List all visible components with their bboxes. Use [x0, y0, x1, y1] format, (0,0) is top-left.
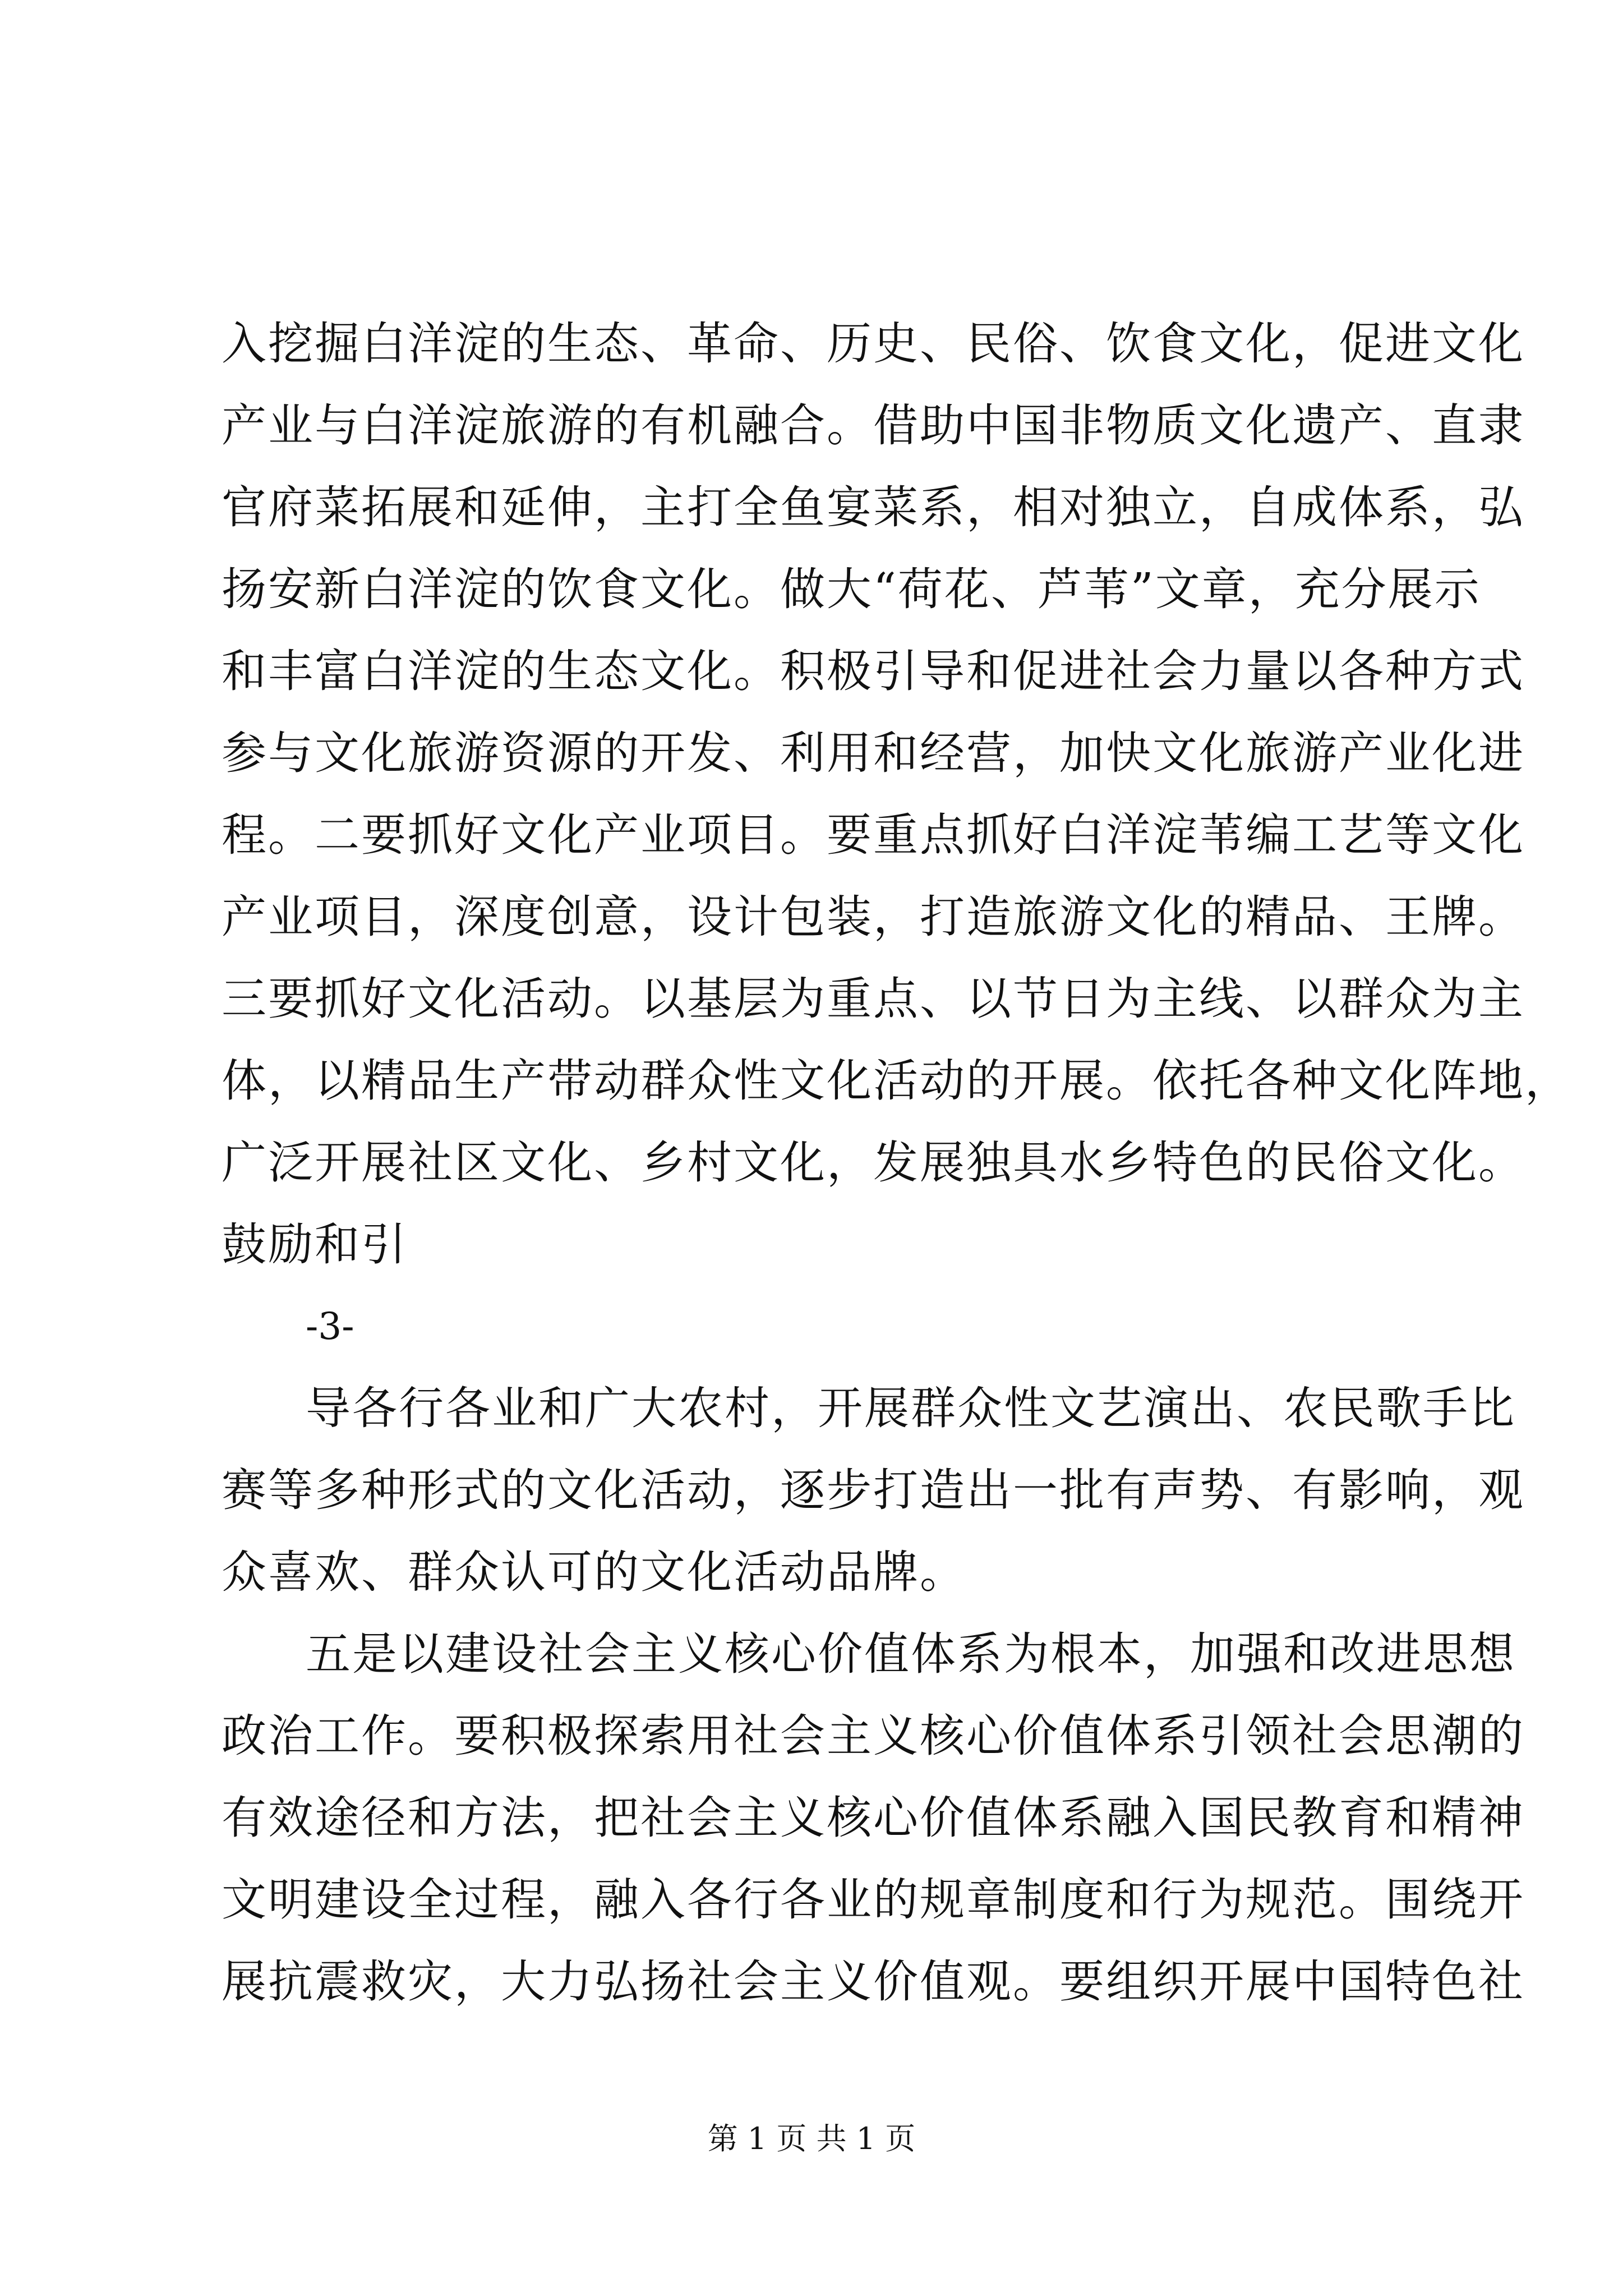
- text-line: 鼓励和引: [222, 1218, 408, 1271]
- text-line: 体，以精品生产带动群众性文化活动的开展。依托各种文化阵地，: [222, 1055, 1571, 1107]
- text-line: 广泛开展社区文化、乡村文化，发展独具水乡特色的民俗文化。: [222, 1137, 1525, 1189]
- text-line: 赛等多种形式的文化活动，逐步打造出一批有声势、有影响，观: [222, 1464, 1525, 1516]
- text-line: 导各行各业和广大农村，开展群众性文艺演出、农民歌手比: [306, 1382, 1516, 1434]
- text-line: 文明建设全过程，融入各行各业的规章制度和行为规范。围绕开: [222, 1874, 1525, 1926]
- text-line: 产业与白洋淀旅游的有机融合。借助中国非物质文化遗产、直隶: [222, 399, 1525, 452]
- text-line: 产业项目，深度创意，设计包装，打造旅游文化的精品、王牌。: [222, 891, 1525, 943]
- text-line: 众喜欢、群众认可的文化活动品牌。: [222, 1546, 966, 1598]
- text-line: 参与文化旅游资源的开发、利用和经营，加快文化旅游产业化进: [222, 727, 1525, 779]
- text-line: 五是以建设社会主义核心价值体系为根本，加强和改进思想: [306, 1628, 1516, 1680]
- inline-page-number: -3-: [306, 1305, 354, 1348]
- text-line: 政治工作。要积极探索用社会主义核心价值体系引领社会思潮的: [222, 1710, 1525, 1762]
- text-line: 三要抓好文化活动。以基层为重点、以节日为主线、以群众为主: [222, 973, 1525, 1025]
- text-line: 官府菜拓展和延伸，主打全鱼宴菜系，相对独立，自成体系，弘: [222, 481, 1525, 533]
- text-line: 程。二要抓好文化产业项目。要重点抓好白洋淀苇编工艺等文化: [222, 809, 1525, 861]
- text-line: 和丰富白洋淀的生态文化。积极引导和促进社会力量以各种方式: [222, 645, 1525, 697]
- text-line: 扬安新白洋淀的饮食文化。做大“荷花、芦苇”文章，充分展示: [222, 563, 1481, 615]
- text-line: 展抗震救灾，大力弘扬社会主义价值观。要组织开展中国特色社: [222, 1955, 1525, 2008]
- text-line: 有效途径和方法，把社会主义核心价值体系融入国民教育和精神: [222, 1792, 1525, 1844]
- page-footer: 第 1 页 共 1 页: [707, 2121, 916, 2156]
- text-line: 入挖掘白洋淀的生态、革命、历史、民俗、饮食文化，促进文化: [222, 318, 1525, 370]
- paragraph-continuation: [222, 303, 1571, 2023]
